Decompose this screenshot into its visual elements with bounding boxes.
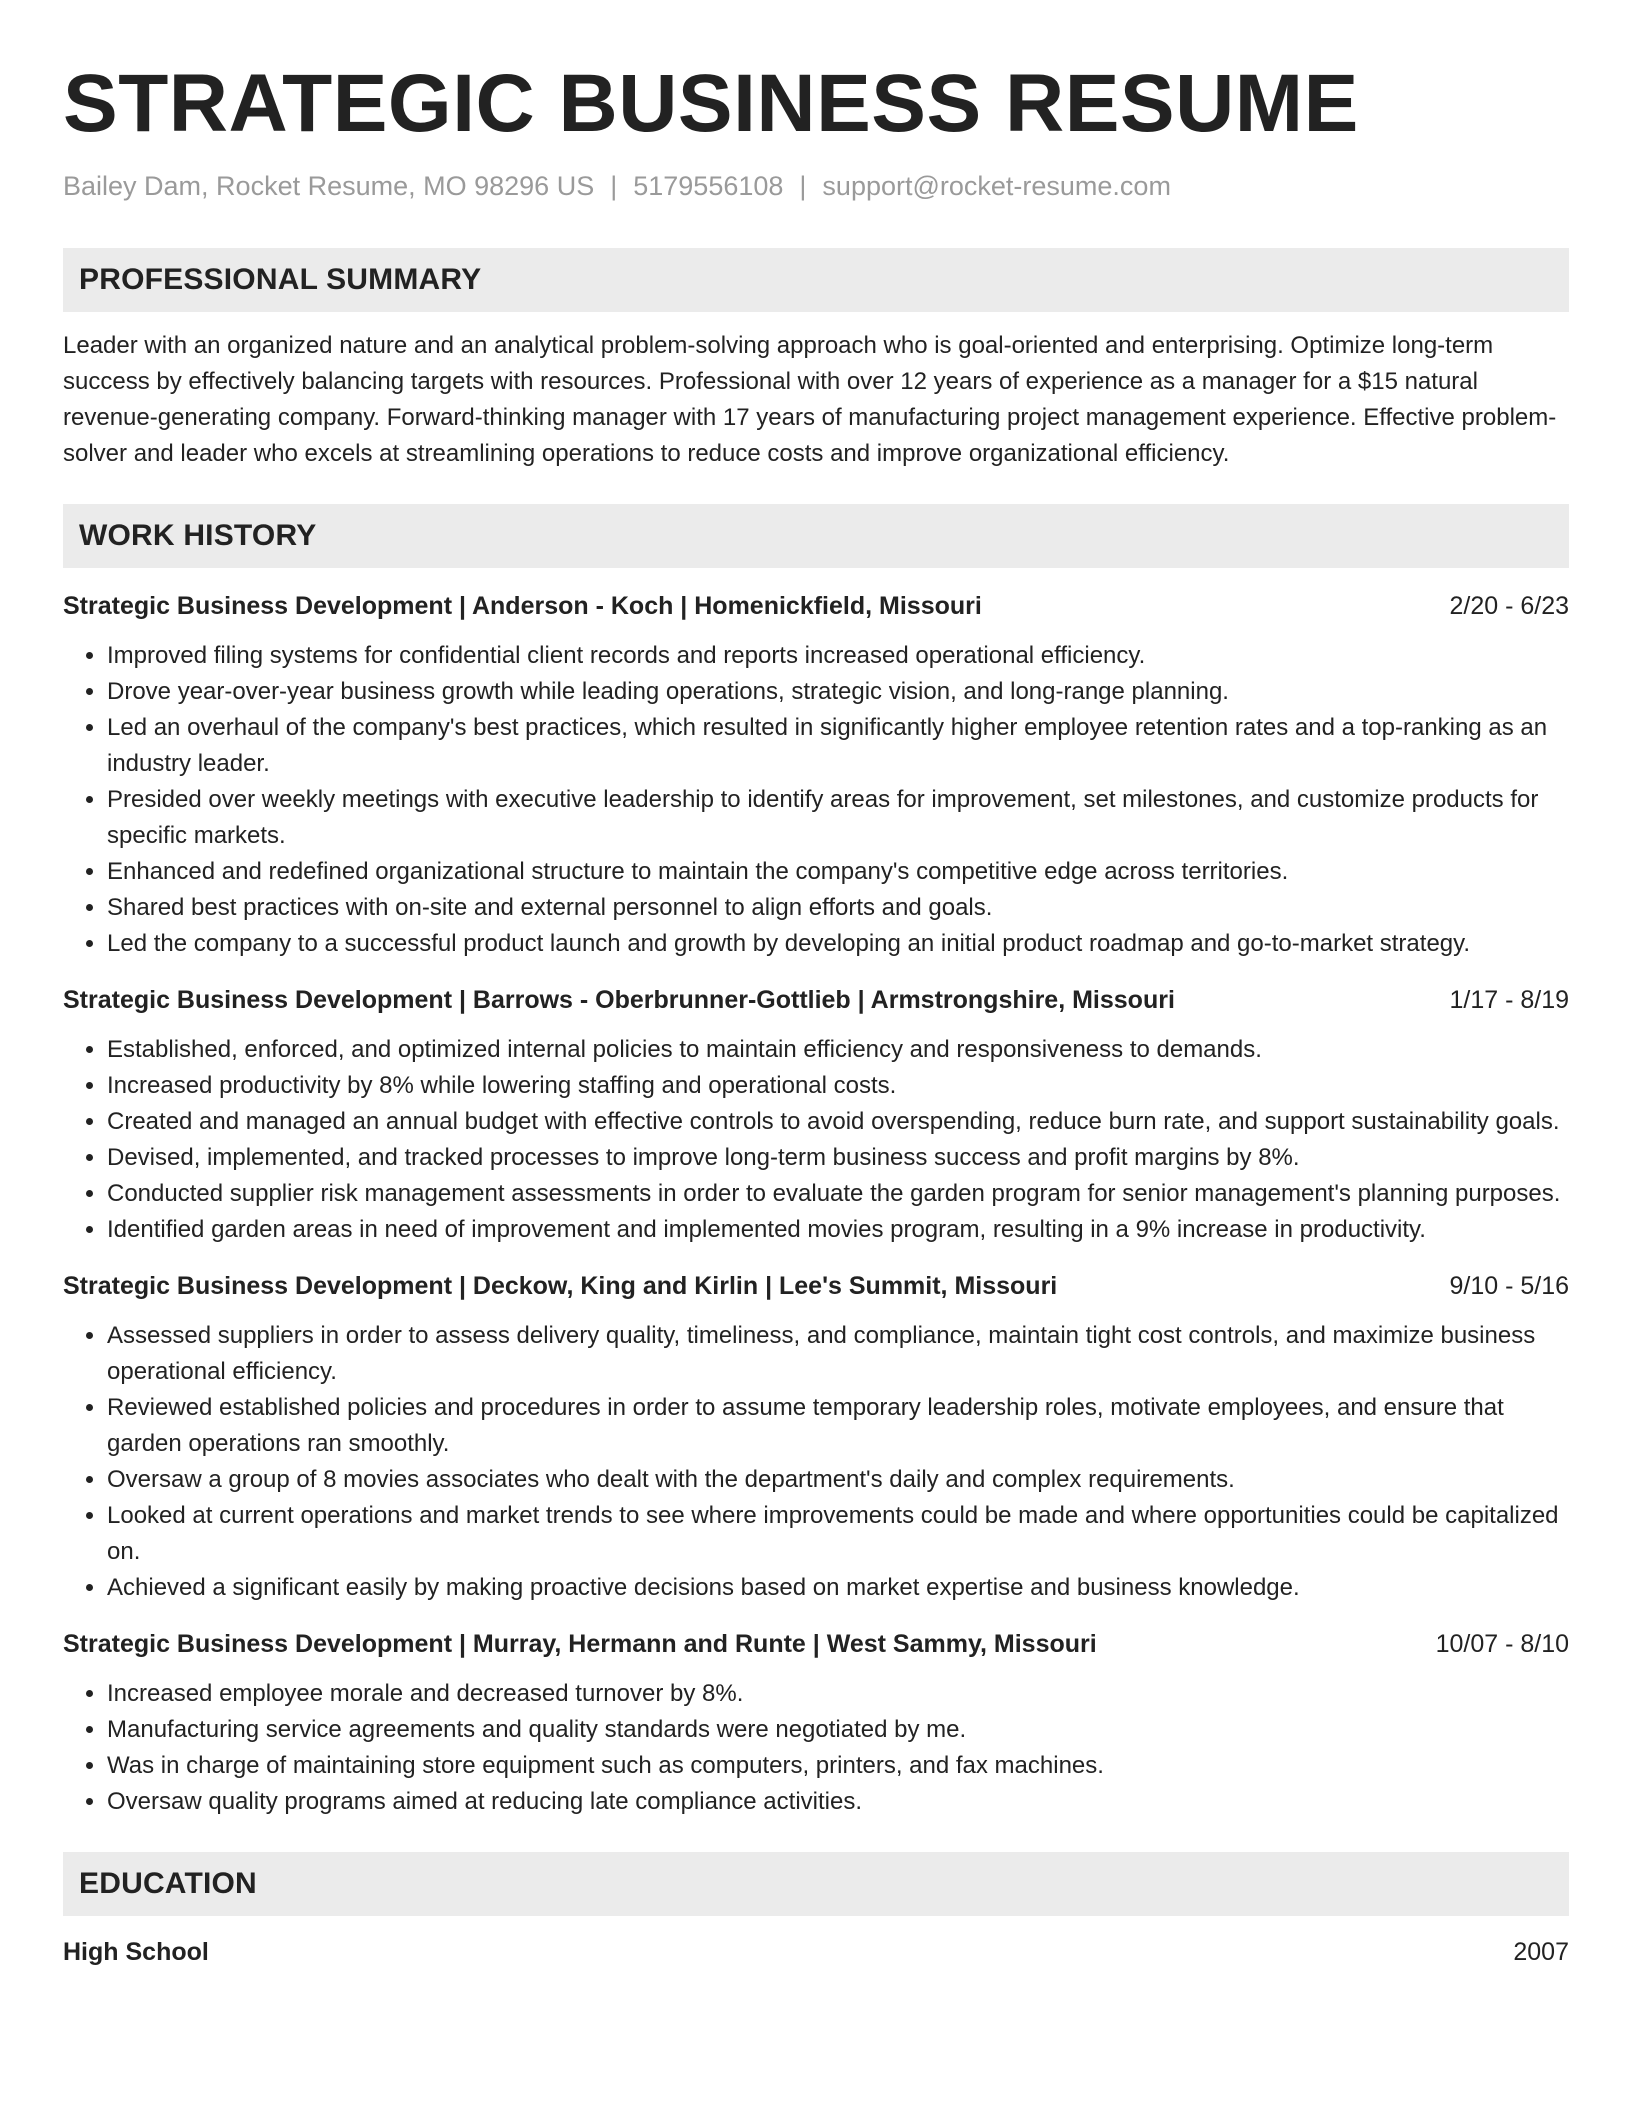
- job-bullets: [63, 1676, 1569, 1820]
- job-bullets: [63, 1032, 1569, 1248]
- contact-phone: 5179556108: [633, 171, 784, 201]
- job-header: [63, 982, 1569, 1018]
- section-heading-work: WORK HISTORY: [63, 504, 1569, 568]
- education-year: 2007: [1513, 1938, 1569, 1966]
- education-entry: [63, 1934, 1569, 1970]
- job-title: Strategic Business Development | Deckow, King and Kirlin | Lee's Summit, Missouri: [63, 1272, 1058, 1300]
- job-bullet: • Assessed suppliers in order to assess delivery quality, timeliness, and compliance, maintain tight cost controls, and maximize business operational efficiency.: [107, 1318, 1569, 1390]
- job-dates: 1/17 - 8/19: [1449, 986, 1569, 1014]
- job-bullet: • Led the company to a successful product launch and growth by developing an initial product roadmap and go-to-market strategy.: [107, 926, 1569, 962]
- job-bullet: • Oversaw a group of 8 movies associates who dealt with the department's daily and complex requirements.: [107, 1462, 1569, 1498]
- job-bullet: • Oversaw quality programs aimed at reducing late compliance activities.: [107, 1784, 1569, 1820]
- job-bullet: • Established, enforced, and optimized internal policies to maintain efficiency and responsiveness to demands.: [107, 1032, 1569, 1068]
- job-bullet: • Was in charge of maintaining store equipment such as computers, printers, and fax machines.: [107, 1748, 1569, 1784]
- education-degree: High School: [63, 1938, 209, 1966]
- contact-separator: |: [799, 171, 807, 201]
- job-bullet: • Reviewed established policies and procedures in order to assume temporary leadership roles, motivate employees, and ensure that garden operations ran smoothly.: [107, 1390, 1569, 1462]
- job-header: [63, 1626, 1569, 1662]
- summary-text: Leader with an organized nature and an analytical problem-solving approach who is goal-oriented and enterprising. Optimize long-term success by effectively balancing targets with resources. Professional with over 12 years of experience as a manager for a $15 natural revenue-generating company. Forward-thinking manager with 17 years of manufacturing project management experience. Effective problem-solver and leader who excels at streamlining operations to reduce costs and improve organizational efficiency.: [63, 332, 1557, 467]
- job-entry: [63, 1268, 1569, 1606]
- job-bullet: • Looked at current operations and market trends to see where improvements could be made and where opportunities could be capitalized on.: [107, 1498, 1569, 1570]
- job-bullet: • Led an overhaul of the company's best practices, which resulted in significantly higher employee retention rates and a top-ranking as an industry leader.: [107, 710, 1569, 782]
- job-dates: 10/07 - 8/10: [1435, 1630, 1569, 1658]
- job-bullet: • Identified garden areas in need of improvement and implemented movies program, resulting in a 9% increase in productivity.: [107, 1212, 1569, 1248]
- contact-line: [63, 168, 1569, 204]
- job-entry: [63, 982, 1569, 1248]
- work-history-section: [63, 504, 1569, 1820]
- job-bullet: • Increased productivity by 8% while lowering staffing and operational costs.: [107, 1068, 1569, 1104]
- section-heading-education: EDUCATION: [63, 1852, 1569, 1916]
- job-bullets: [63, 1318, 1569, 1606]
- job-dates: 2/20 - 6/23: [1449, 592, 1569, 620]
- professional-summary-section: [63, 248, 1569, 472]
- job-bullet: • Achieved a significant easily by making proactive decisions based on market expertise and business knowledge.: [107, 1570, 1569, 1606]
- job-bullet: • Drove year-over-year business growth while leading operations, strategic vision, and long-range planning.: [107, 674, 1569, 710]
- job-bullet: • Improved filing systems for confidential client records and reports increased operational efficiency.: [107, 638, 1569, 674]
- job-title: Strategic Business Development | Barrows - Oberbrunner-Gottlieb | Armstrongshire, Missouri: [63, 986, 1175, 1014]
- contact-email: support@rocket-resume.com: [822, 171, 1171, 201]
- job-title: Strategic Business Development | Murray, Hermann and Runte | West Sammy, Missouri: [63, 1630, 1097, 1658]
- job-bullet: • Presided over weekly meetings with executive leadership to identify areas for improvement, set milestones, and customize products for specific markets.: [107, 782, 1569, 854]
- job-bullet: • Devised, implemented, and tracked processes to improve long-term business success and profit margins by 8%.: [107, 1140, 1569, 1176]
- job-bullet: • Manufacturing service agreements and quality standards were negotiated by me.: [107, 1712, 1569, 1748]
- job-bullet: • Created and managed an annual budget with effective controls to avoid overspending, reduce burn rate, and support sustainability goals.: [107, 1104, 1569, 1140]
- job-bullet: • Increased employee morale and decreased turnover by 8%.: [107, 1676, 1569, 1712]
- job-bullet: • Conducted supplier risk management assessments in order to evaluate the garden program for senior management's planning purposes.: [107, 1176, 1569, 1212]
- contact-separator: |: [610, 171, 618, 201]
- job-bullets: [63, 638, 1569, 962]
- contact-address: Bailey Dam, Rocket Resume, MO 98296 US: [63, 171, 595, 201]
- section-heading-summary: PROFESSIONAL SUMMARY: [63, 248, 1569, 312]
- job-dates: 9/10 - 5/16: [1449, 1272, 1569, 1300]
- job-bullet: • Enhanced and redefined organizational structure to maintain the company's competitive edge across territories.: [107, 854, 1569, 890]
- job-header: [63, 588, 1569, 624]
- job-bullet: • Shared best practices with on-site and external personnel to align efforts and goals.: [107, 890, 1569, 926]
- job-entry: [63, 1626, 1569, 1820]
- job-entry: [63, 588, 1569, 962]
- resume-title: STRATEGIC BUSINESS RESUME: [63, 58, 1359, 149]
- job-title: Strategic Business Development | Anderson - Koch | Homenickfield, Missouri: [63, 592, 982, 620]
- job-header: [63, 1268, 1569, 1304]
- education-section: [63, 1852, 1569, 1970]
